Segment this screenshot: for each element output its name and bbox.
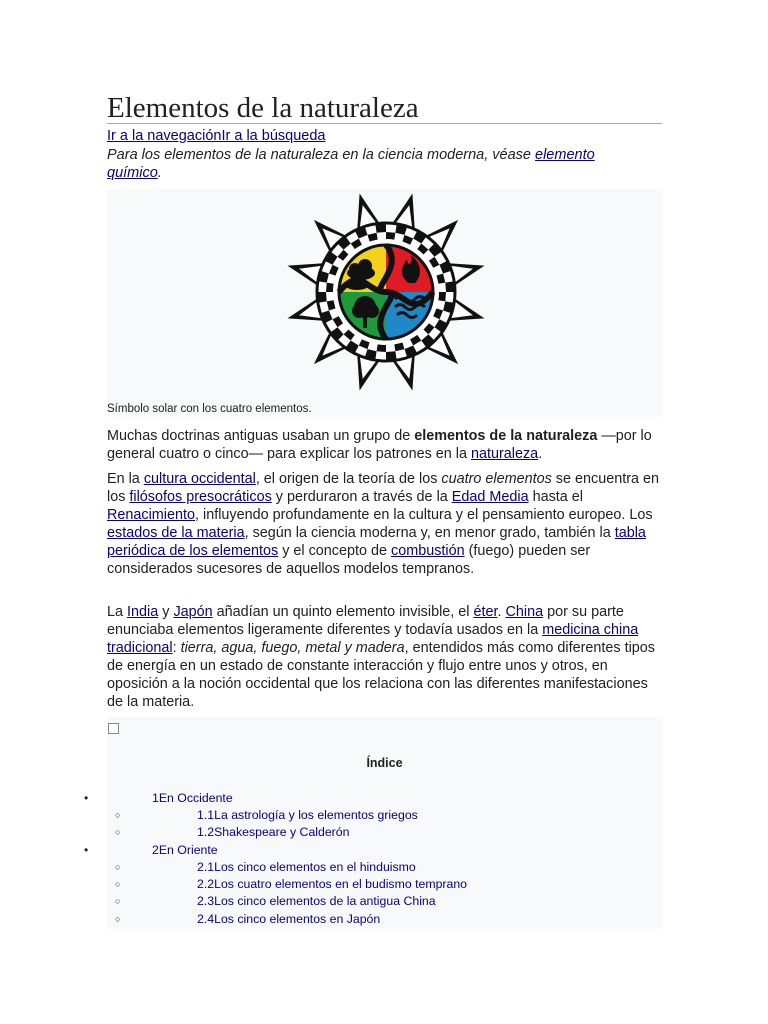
toc-item-number: 2 [152,843,159,857]
text: —por lo general cuatro o cinco— para explicar los patrones en la [107,428,652,462]
text: por su parte enunciaba elementos ligeramente diferentes y todavía usados en la [107,604,624,638]
toc-item[interactable] [152,842,218,858]
toc-item[interactable] [197,893,436,909]
hatnote-link-elemento-quimico[interactable]: elemento químico [107,147,595,181]
toc-item-number: 2.2 [197,877,215,891]
toc-bullet-circle: ○ [115,896,121,906]
link-renacimiento[interactable]: Renacimiento [107,507,195,523]
text: , influyendo profundamente en la cultura y el pensamiento europeo. Los [195,507,653,523]
toc-bullet-disc: • [84,791,89,805]
checker-segment [377,344,386,352]
link-eter[interactable]: éter [473,604,498,620]
toc-item[interactable] [197,911,380,927]
text: , el origen de la teoría de los [255,471,442,487]
text: En la [107,471,144,487]
toc-bullet-circle: ○ [115,879,121,889]
toc-gap [83,771,107,791]
western-paragraph [107,470,667,578]
toc-item[interactable] [197,824,349,840]
link-india[interactable]: India [127,604,159,620]
toc-bullet-circle: ○ [115,827,121,837]
toc-item[interactable] [197,859,416,875]
text: y [158,604,174,620]
link-edad-media[interactable]: Edad Media [451,489,529,505]
text: hasta el [528,489,583,505]
toc-item-text: Los cuatro elementos en el budismo temprano [214,877,468,891]
figure-caption: Símbolo solar con los cuatro elementos. [107,403,312,415]
checker-segment [438,292,446,301]
link-cultura-occidental[interactable]: cultura occidental [143,471,256,487]
page-title: Elementos de la naturaleza [107,88,662,124]
link-japon[interactable]: Japón [173,604,213,620]
toc-item-text: En Occidente [158,791,233,805]
hatnote [107,147,647,182]
toc-item-text: Los cinco elementos de la antigua China [214,894,436,908]
link-china[interactable]: China [505,604,544,620]
link-combustion[interactable]: combustión [391,543,465,559]
toc-item-text: En Oriente [158,843,218,857]
toc-item-number: 2.3 [197,894,215,908]
toc-bullet-circle: ○ [115,862,121,872]
toc-item-number: 2.1 [197,860,215,874]
text: , según la ciencia moderna y, en menor grado, también la [244,525,615,541]
toc-item-number: 1.1 [197,808,215,822]
bold-term: elementos de la naturaleza [414,428,598,444]
link-medicina-china-tradicional[interactable]: medicina china tradicional [107,622,639,656]
italic-term: tierra, agua, fuego, metal y madera [180,640,405,656]
toc-item-text: Shakespeare y Calderón [214,825,350,839]
intro-paragraph [107,427,667,463]
toc-item-number: 2.4 [197,912,215,926]
toc-item-number: 1 [152,791,159,805]
link-tabla-periodica[interactable]: tabla periódica de los elementos [107,525,646,559]
text: Muchas doctrinas antiguas usaban un grupo de [107,428,415,444]
thumbnail-figure [107,189,662,417]
checker-segment [386,351,397,360]
jump-to-navigation-link[interactable]: Ir a la navegación [107,128,222,144]
checker-segment [318,292,327,303]
toc-item[interactable] [197,876,467,892]
text: : [172,640,181,656]
toc-item[interactable] [197,807,418,823]
toc-item-text: La astrología y los elementos griegos [214,808,418,822]
text: y perduraron a través de la [271,489,452,505]
checker-segment [326,283,334,292]
text: (fuego) pueden ser considerados sucesores de aquellos modelos tempranos. [107,543,591,577]
checker-segment [386,232,395,240]
toc-item-text: Los cinco elementos en Japón [214,912,381,926]
toc-bullet-circle: ○ [115,914,121,924]
link-estados-de-la-materia[interactable]: estados de la materia [107,525,245,541]
checker-segment [445,281,454,292]
eastern-paragraph [107,603,667,711]
link-filosofos-presocraticos[interactable]: filósofos presocráticos [129,489,272,505]
toc-item[interactable] [152,790,233,806]
toc-item-number: 1.2 [197,825,215,839]
text: se encuentra en los [107,471,660,505]
jump-links [107,128,325,145]
text: añadían un quinto elemento invisible, el [212,604,474,620]
text: . [538,446,543,462]
solar-symbol-image[interactable] [281,189,491,394]
checker-segment [375,224,386,233]
text: , entendidos más como diferentes tipos de energía en un estado de constante interacción y flujo entre unos y otros, en oposición a la noción occidental que los relaciona con las diferentes manifestaciones de la materia. [107,640,655,710]
text: La [107,604,128,620]
table-of-contents [84,717,662,929]
jump-to-search-link[interactable]: Ir a la búsqueda [221,128,326,144]
hatnote-end: . [157,164,162,181]
hatnote-text: Para los elementos de la naturaleza en la ciencia moderna, véase [107,147,536,163]
toc-bullet-circle: ○ [115,810,121,820]
text: y el concepto de [278,543,392,559]
toc-toggle-checkbox[interactable] [108,723,119,734]
toc-item-text: Los cinco elementos en el hinduismo [214,860,416,874]
link-naturaleza[interactable]: naturaleza [470,446,539,462]
text: . [497,604,506,620]
italic-term: cuatro elementos [441,471,552,487]
toc-title: Índice [366,756,403,770]
toc-bullet-disc: • [84,843,89,857]
